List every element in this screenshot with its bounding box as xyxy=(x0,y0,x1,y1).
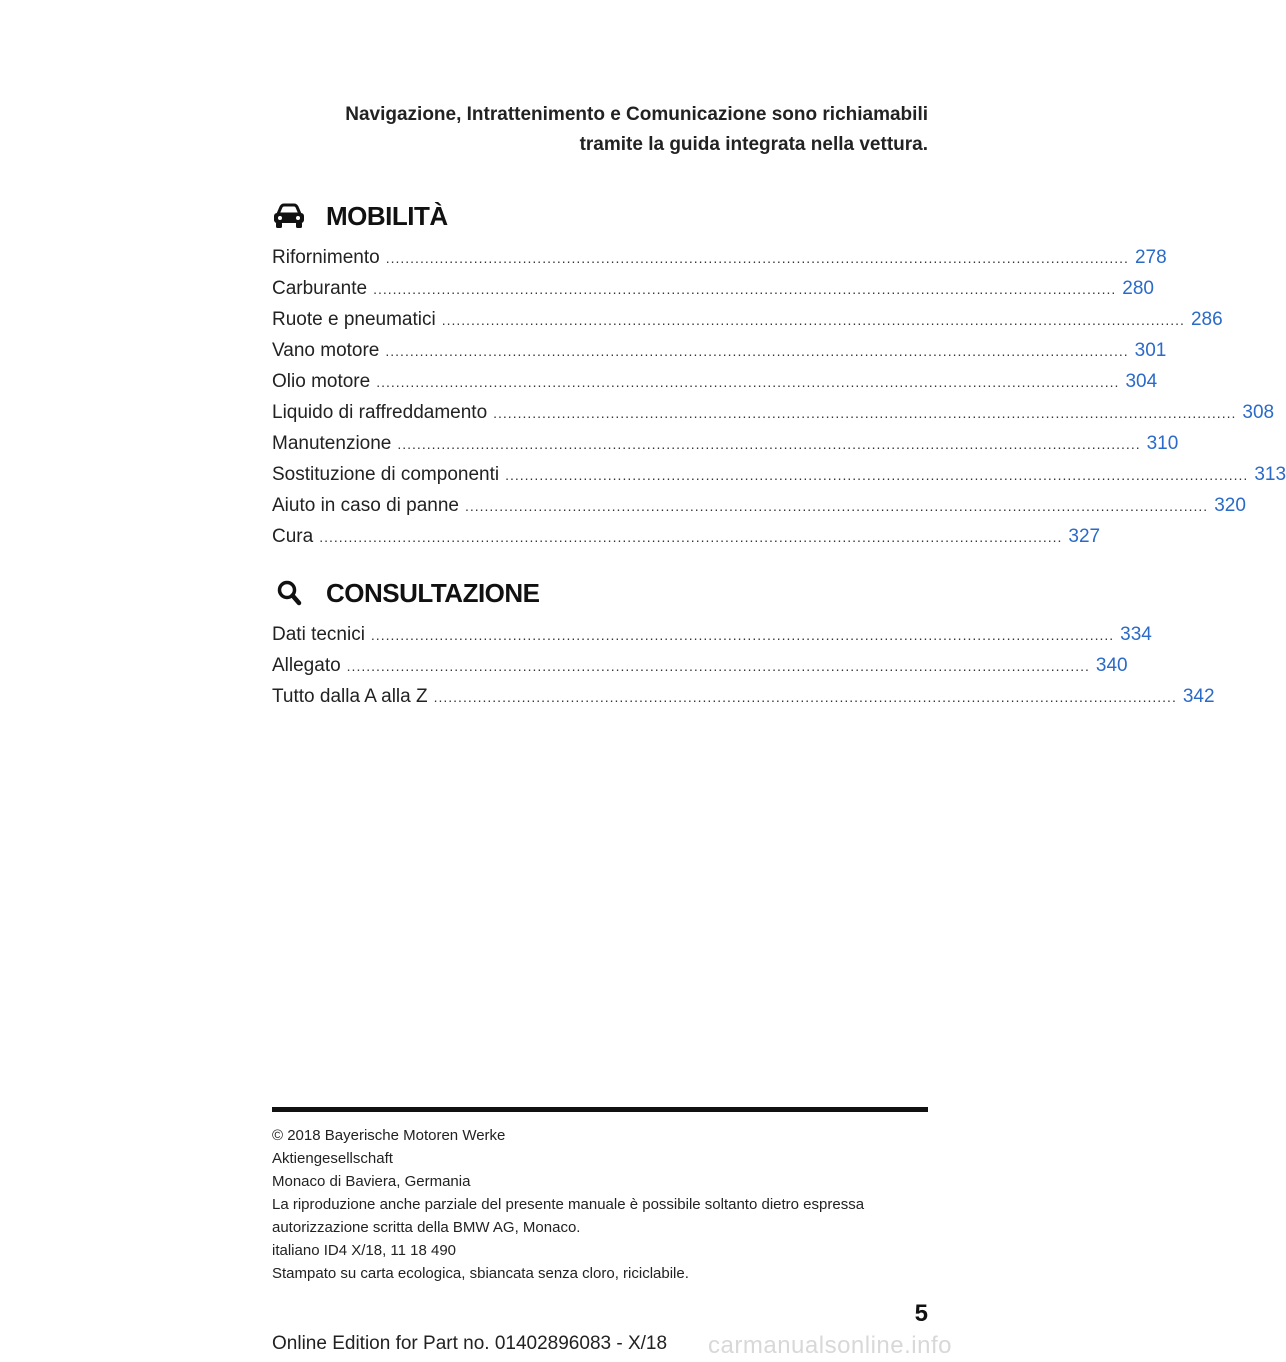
toc-item-cura[interactable] xyxy=(272,521,1101,552)
search-icon xyxy=(272,578,312,608)
toc-page-link[interactable]: 313 xyxy=(1254,464,1286,485)
imprint xyxy=(272,1124,928,1285)
toc-item-carburante[interactable] xyxy=(272,273,1154,304)
imprint-line: La riproduzione anche parziale del presente manuale è possibile soltanto dietro espressa xyxy=(272,1196,865,1213)
section-mobilita xyxy=(272,198,1286,552)
toc-page-link[interactable]: 280 xyxy=(1122,278,1154,299)
imprint-line: Monaco di Baviera, Germania xyxy=(272,1173,471,1190)
toc-item-label: Sostituzione di componenti xyxy=(272,464,500,485)
header-note xyxy=(228,100,928,160)
toc-item-label: Vano motore xyxy=(272,340,380,361)
footer-divider xyxy=(272,1107,928,1112)
section-title: CONSULTAZIONE xyxy=(326,577,540,608)
toc-page-link[interactable]: 334 xyxy=(1120,624,1152,645)
toc-leader: ........................................................................................................................................................ xyxy=(493,405,1237,421)
toc-leader: ........................................................................................................................................................ xyxy=(441,312,1185,328)
toc-item-tutto-dalla-a-alla-z[interactable] xyxy=(272,681,1215,712)
toc-item-dati-tecnici[interactable] xyxy=(272,619,1152,650)
car-icon xyxy=(272,201,312,231)
toc-item-olio-motore[interactable] xyxy=(272,366,1158,397)
toc-list xyxy=(272,242,1286,552)
toc-page-link[interactable]: 327 xyxy=(1068,526,1101,547)
toc-leader: ........................................................................................................................................................ xyxy=(370,627,1115,643)
toc-leader: ........................................................................................................................................................ xyxy=(433,689,1177,705)
toc-page-link[interactable]: 286 xyxy=(1190,309,1223,330)
imprint-line: autorizzazione scritta della BMW AG, Monaco. xyxy=(272,1219,581,1236)
toc-leader: ........................................................................................................................................................ xyxy=(319,529,1063,545)
toc-item-label: Ruote e pneumatici xyxy=(272,309,436,330)
section-title: MOBILITÀ xyxy=(326,200,448,231)
toc-page-link[interactable]: 304 xyxy=(1125,371,1158,392)
toc-item-vano-motore[interactable] xyxy=(272,335,1167,366)
toc-item-rifornimento[interactable] xyxy=(272,242,1167,273)
toc-item-label: Tutto dalla A alla Z xyxy=(272,686,428,707)
imprint-line: italiano ID4 X/18, 11 18 490 xyxy=(272,1242,457,1259)
toc-leader: ........................................................................................................................................................ xyxy=(373,281,1117,297)
toc-leader: ........................................................................................................................................................ xyxy=(397,436,1141,452)
toc-item-label: Aiuto in caso di panne xyxy=(272,495,459,516)
toc-page-link[interactable]: 342 xyxy=(1182,686,1215,707)
imprint-line: Aktiengesellschaft xyxy=(272,1150,393,1167)
toc-leader: ........................................................................................................................................................ xyxy=(464,498,1209,514)
toc-leader: ........................................................................................................................................................ xyxy=(385,250,1129,266)
toc-page-link[interactable]: 308 xyxy=(1242,402,1275,423)
watermark: carmanualsonline.info xyxy=(708,1332,952,1359)
imprint-line: Stampato su carta ecologica, sbiancata senza cloro, riciclabile. xyxy=(272,1265,689,1282)
toc-page-link[interactable]: 278 xyxy=(1134,247,1167,268)
toc-page-link[interactable]: 320 xyxy=(1214,495,1246,516)
header-note-line-2: tramite la guida integrata nella vettura. xyxy=(579,134,928,155)
toc-leader: ........................................................................................................................................................ xyxy=(346,658,1090,674)
toc-item-label: Cura xyxy=(272,526,314,547)
toc-item-label: Dati tecnici xyxy=(272,624,365,645)
imprint-line: © 2018 Bayerische Motoren Werke xyxy=(272,1127,506,1144)
toc-list xyxy=(272,619,1215,712)
toc-leader: ........................................................................................................................................................ xyxy=(385,343,1129,359)
toc-item-manutenzione[interactable] xyxy=(272,428,1179,459)
toc-item-label: Allegato xyxy=(272,655,341,676)
page-number: 5 xyxy=(914,1300,928,1327)
toc-item-label: Liquido di raffreddamento xyxy=(272,402,488,423)
toc-item-liquido-di-raffreddamento[interactable] xyxy=(272,397,1275,428)
toc-item-allegato[interactable] xyxy=(272,650,1128,681)
toc-item-ruote-e-pneumatici[interactable] xyxy=(272,304,1223,335)
section-header xyxy=(272,575,928,611)
toc-item-label: Olio motore xyxy=(272,371,371,392)
header-note-line-1: Navigazione, Intrattenimento e Comunicazione sono richiamabili xyxy=(345,104,928,125)
toc-page-link[interactable]: 340 xyxy=(1095,655,1128,676)
toc-leader: ........................................................................................................................................................ xyxy=(376,374,1120,390)
toc-item-sostituzione-di-componenti[interactable] xyxy=(272,459,1286,490)
toc-item-label: Rifornimento xyxy=(272,247,380,268)
toc-page-link[interactable]: 301 xyxy=(1134,340,1167,361)
toc-item-label: Manutenzione xyxy=(272,433,392,454)
section-consultazione xyxy=(272,575,1215,712)
toc-item-aiuto-in-caso-di-panne[interactable] xyxy=(272,490,1246,521)
toc-leader: ........................................................................................................................................................ xyxy=(505,467,1249,483)
section-header xyxy=(272,198,928,234)
toc-item-label: Carburante xyxy=(272,278,368,299)
toc-page-link[interactable]: 310 xyxy=(1146,433,1179,454)
online-edition-note: Online Edition for Part no. 01402896083 - X/18 xyxy=(272,1333,668,1354)
